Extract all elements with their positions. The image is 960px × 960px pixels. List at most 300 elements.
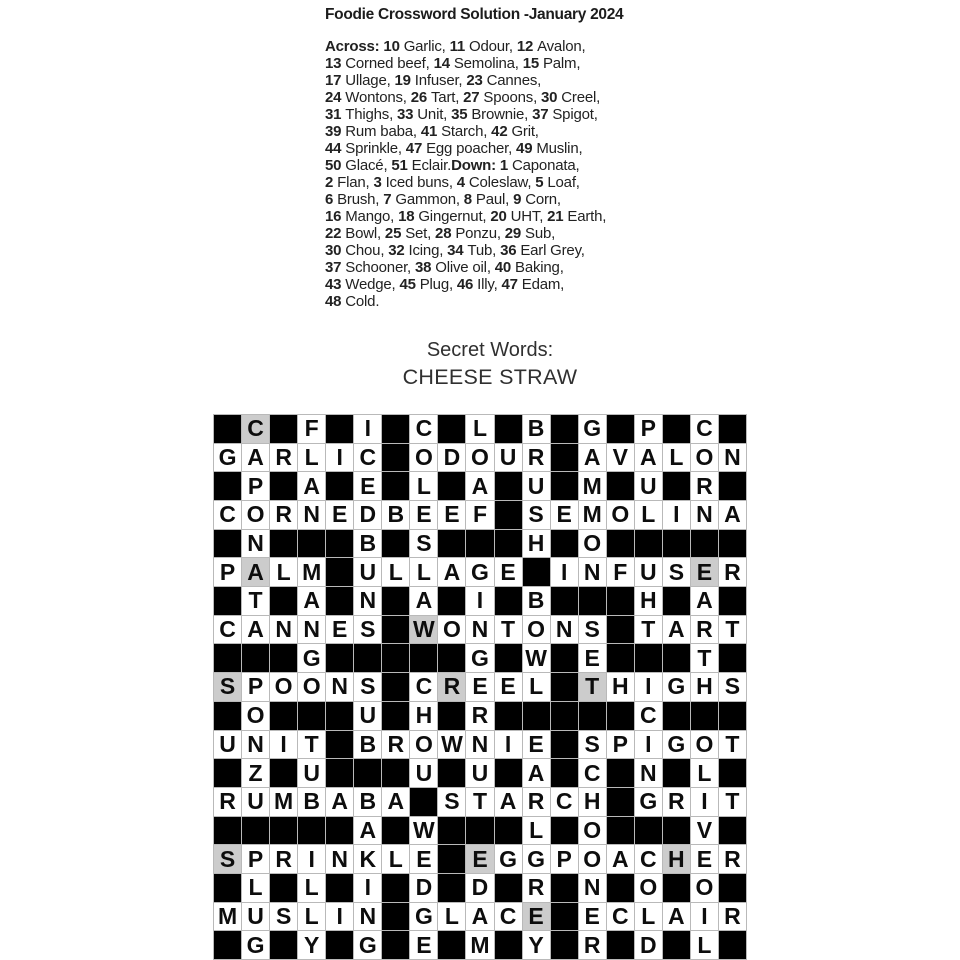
letter-cell: U [495,444,522,472]
letter-cell: N [298,501,325,529]
letter-cell: U [242,903,269,931]
letter-cell: C [579,759,606,787]
letter-cell: R [214,788,241,816]
black-cell [438,874,465,902]
black-cell [438,845,465,873]
black-cell [270,931,297,959]
black-cell [438,587,465,615]
letter-cell: A [298,472,325,500]
black-cell [410,644,437,672]
letter-cell: R [691,616,718,644]
letter-cell: L [410,558,437,586]
black-cell [466,817,493,845]
letter-cell: F [607,558,634,586]
black-cell [270,530,297,558]
black-cell [551,759,578,787]
black-cell [607,644,634,672]
letter-cell: R [719,903,746,931]
black-cell [719,759,746,787]
letter-cell: B [382,501,409,529]
letter-cell: B [298,788,325,816]
black-cell [242,644,269,672]
letter-cell: M [214,903,241,931]
secret-letter-cell: E [466,845,493,873]
black-cell [719,644,746,672]
black-cell [719,587,746,615]
letter-cell: B [354,731,381,759]
clue-line: 16 Mango, 18 Gingernut, 20 UHT, 21 Earth, [325,208,607,225]
black-cell [523,702,550,730]
letter-cell: G [466,558,493,586]
black-cell [663,702,690,730]
letter-cell: E [495,673,522,701]
letter-cell: E [354,472,381,500]
letter-cell: S [410,530,437,558]
black-cell [607,530,634,558]
letter-cell: R [691,472,718,500]
letter-cell: I [691,903,718,931]
black-cell [270,874,297,902]
letter-cell: A [466,472,493,500]
black-cell [326,644,353,672]
black-cell [270,587,297,615]
black-cell [495,759,522,787]
clue-line: 2 Flan, 3 Iced buns, 4 Coleslaw, 5 Loaf, [325,174,580,191]
black-cell [495,874,522,902]
letter-cell: E [691,845,718,873]
letter-cell: R [579,931,606,959]
letter-cell: U [354,558,381,586]
letter-cell: R [523,788,550,816]
letter-cell: N [326,673,353,701]
secret-letter-cell: A [242,558,269,586]
letter-cell: C [551,788,578,816]
letter-cell: P [635,415,662,443]
secret-letter-cell: S [214,845,241,873]
black-cell [382,874,409,902]
black-cell [382,702,409,730]
secret-letter-cell: R [438,673,465,701]
letter-cell: P [242,472,269,500]
black-cell [382,530,409,558]
letter-cell: G [466,644,493,672]
black-cell [719,931,746,959]
letter-cell: E [410,931,437,959]
letter-cell: L [410,472,437,500]
letter-cell: H [579,788,606,816]
letter-cell: A [242,444,269,472]
letter-cell: S [438,788,465,816]
letter-cell: E [579,644,606,672]
letter-cell: I [635,673,662,701]
black-cell [214,530,241,558]
letter-cell: U [523,472,550,500]
black-cell [270,415,297,443]
letter-cell: L [298,903,325,931]
letter-cell: I [495,731,522,759]
clue-line: 39 Rum baba, 41 Starch, 42 Grit, [325,123,539,140]
crossword-grid [213,414,747,960]
black-cell [214,472,241,500]
black-cell [326,759,353,787]
black-cell [551,444,578,472]
letter-cell: G [635,788,662,816]
letter-cell: L [691,931,718,959]
black-cell [551,530,578,558]
black-cell [382,644,409,672]
letter-cell: S [663,558,690,586]
letter-cell: N [551,616,578,644]
black-cell [719,702,746,730]
letter-cell: A [635,444,662,472]
letter-cell: T [635,616,662,644]
letter-cell: L [298,444,325,472]
black-cell [579,702,606,730]
letter-cell: C [635,845,662,873]
black-cell [214,587,241,615]
letter-cell: B [523,587,550,615]
letter-cell: O [607,501,634,529]
letter-cell: I [551,558,578,586]
letter-cell: O [242,702,269,730]
black-cell [438,472,465,500]
black-cell [298,530,325,558]
letter-cell: B [523,415,550,443]
letter-cell: G [523,845,550,873]
letter-cell: E [410,845,437,873]
letter-cell: R [523,444,550,472]
letter-cell: O [410,444,437,472]
clue-line: 24 Wontons, 26 Tart, 27 Spoons, 30 Creel, [325,89,601,106]
letter-cell: H [607,673,634,701]
black-cell [214,644,241,672]
letter-cell: O [242,501,269,529]
letter-cell: A [298,587,325,615]
letter-cell: T [691,644,718,672]
black-cell [607,702,634,730]
letter-cell: R [663,788,690,816]
letter-cell: I [354,874,381,902]
letter-cell: I [326,444,353,472]
secret-letter-cell: H [663,845,690,873]
black-cell [326,702,353,730]
black-cell [663,874,690,902]
letter-cell: I [270,731,297,759]
letter-cell: S [579,616,606,644]
letter-cell: N [354,587,381,615]
letter-cell: S [354,616,381,644]
letter-cell: E [523,731,550,759]
letter-cell: L [523,817,550,845]
black-cell [607,587,634,615]
letter-cell: A [719,501,746,529]
black-cell [270,817,297,845]
secret-letter-cell: S [214,673,241,701]
letter-cell: U [298,759,325,787]
letter-cell: L [691,759,718,787]
black-cell [382,587,409,615]
clue-line: 37 Schooner, 38 Olive oil, 40 Baking, [325,259,564,276]
letter-cell: G [495,845,522,873]
letter-cell: I [466,587,493,615]
black-cell [438,817,465,845]
letter-cell: A [410,587,437,615]
letter-cell: H [691,673,718,701]
letter-cell: C [214,616,241,644]
letter-cell: N [579,558,606,586]
letter-cell: O [298,673,325,701]
letter-cell: R [719,558,746,586]
letter-cell: C [495,903,522,931]
black-cell [523,558,550,586]
letter-cell: S [579,731,606,759]
black-cell [663,817,690,845]
black-cell [438,759,465,787]
black-cell [719,415,746,443]
letter-cell: D [635,931,662,959]
letter-cell: M [579,501,606,529]
clue-line: 13 Corned beef, 14 Semolina, 15 Palm, [325,55,581,72]
letter-cell: S [270,903,297,931]
letter-cell: M [298,558,325,586]
letter-cell: G [579,415,606,443]
black-cell [298,702,325,730]
black-cell [551,874,578,902]
letter-cell: O [410,731,437,759]
letter-cell: H [635,587,662,615]
letter-cell: C [214,501,241,529]
letter-cell: D [354,501,381,529]
letter-cell: A [663,903,690,931]
letter-cell: O [579,817,606,845]
letter-cell: N [270,616,297,644]
secret-letter-cell: E [523,903,550,931]
secret-letter-cell: T [579,673,606,701]
letter-cell: G [214,444,241,472]
black-cell [354,759,381,787]
black-cell [438,415,465,443]
black-cell [551,817,578,845]
clue-line: 44 Sprinkle, 47 Egg poacher, 49 Muslin, [325,140,583,157]
letter-cell: K [354,845,381,873]
letter-cell: P [242,845,269,873]
letter-cell: E [438,501,465,529]
clue-line: 6 Brush, 7 Gammon, 8 Paul, 9 Corn, [325,191,561,208]
letter-cell: N [326,845,353,873]
letter-cell: I [326,903,353,931]
letter-cell: D [410,874,437,902]
letter-cell: T [719,731,746,759]
black-cell [270,759,297,787]
black-cell [326,817,353,845]
black-cell [635,817,662,845]
letter-cell: N [466,731,493,759]
letter-cell: G [663,673,690,701]
black-cell [438,702,465,730]
letter-cell: D [438,444,465,472]
black-cell [382,415,409,443]
black-cell [382,444,409,472]
letter-cell: N [242,731,269,759]
black-cell [382,903,409,931]
letter-cell: L [438,903,465,931]
black-cell [410,788,437,816]
letter-cell: W [438,731,465,759]
black-cell [382,759,409,787]
letter-cell: O [691,874,718,902]
letter-cell: A [495,788,522,816]
letter-cell: L [523,673,550,701]
letter-cell: T [242,587,269,615]
black-cell [607,931,634,959]
letter-cell: H [410,702,437,730]
letter-cell: U [354,702,381,730]
letter-cell: D [466,874,493,902]
letter-cell: B [354,530,381,558]
black-cell [719,874,746,902]
letter-cell: T [298,731,325,759]
black-cell [270,472,297,500]
black-cell [214,759,241,787]
black-cell [551,415,578,443]
letter-cell: G [410,903,437,931]
letter-cell: A [382,788,409,816]
letter-cell: L [382,558,409,586]
letter-cell: L [298,874,325,902]
letter-cell: A [523,759,550,787]
black-cell [382,472,409,500]
letter-cell: C [410,415,437,443]
letter-cell: V [691,817,718,845]
letter-cell: N [354,903,381,931]
black-cell [635,530,662,558]
black-cell [607,616,634,644]
clue-line: 17 Ullage, 19 Infuser, 23 Cannes, [325,72,542,89]
letter-cell: B [354,788,381,816]
clue-line: 48 Cold. [325,293,380,310]
solution-clues-block [325,38,606,310]
black-cell [242,817,269,845]
black-cell [495,931,522,959]
letter-cell: I [691,788,718,816]
letter-cell: N [719,444,746,472]
letter-cell: T [719,616,746,644]
black-cell [607,759,634,787]
letter-cell: Y [523,931,550,959]
letter-cell: M [466,931,493,959]
letter-cell: R [523,874,550,902]
black-cell [663,931,690,959]
letter-cell: F [298,415,325,443]
letter-cell: O [579,845,606,873]
letter-cell: C [691,415,718,443]
letter-cell: A [579,444,606,472]
letter-cell: E [466,673,493,701]
letter-cell: W [523,644,550,672]
letter-cell: A [607,845,634,873]
letter-cell: R [270,501,297,529]
black-cell [214,874,241,902]
black-cell [551,472,578,500]
letter-cell: N [466,616,493,644]
letter-cell: O [438,616,465,644]
black-cell [495,472,522,500]
black-cell [214,415,241,443]
letter-cell: E [495,558,522,586]
black-cell [691,530,718,558]
letter-cell: L [242,874,269,902]
letter-cell: O [466,444,493,472]
black-cell [551,644,578,672]
black-cell [466,530,493,558]
black-cell [663,644,690,672]
letter-cell: C [354,444,381,472]
letter-cell: G [354,931,381,959]
clue-line: Across: 10 Garlic, 11 Odour, 12 Avalon, [325,38,586,55]
black-cell [270,644,297,672]
letter-cell: S [354,673,381,701]
letter-cell: N [242,530,269,558]
letter-cell: P [242,673,269,701]
letter-cell: E [410,501,437,529]
letter-cell: L [270,558,297,586]
letter-cell: O [270,673,297,701]
black-cell [607,874,634,902]
letter-cell: Z [242,759,269,787]
secret-letter-cell: E [691,558,718,586]
letter-cell: N [635,759,662,787]
black-cell [214,817,241,845]
letter-cell: A [438,558,465,586]
black-cell [579,587,606,615]
letter-cell: A [326,788,353,816]
letter-cell: R [270,444,297,472]
black-cell [551,731,578,759]
letter-cell: L [382,845,409,873]
letter-cell: U [635,472,662,500]
letter-cell: I [663,501,690,529]
letter-cell: L [466,415,493,443]
letter-cell: T [719,788,746,816]
letter-cell: V [607,444,634,472]
clue-line: 31 Thighs, 33 Unit, 35 Brownie, 37 Spigot, [325,106,598,123]
secret-words [0,337,960,391]
letter-cell: T [466,788,493,816]
letter-cell: E [326,501,353,529]
black-cell [663,530,690,558]
letter-cell: E [326,616,353,644]
letter-cell: T [495,616,522,644]
letter-cell: P [551,845,578,873]
clue-line: 50 Glacé, 51 Eclair.Down: 1 Caponata, [325,157,580,174]
black-cell [551,673,578,701]
letter-cell: I [298,845,325,873]
black-cell [551,931,578,959]
letter-cell: R [382,731,409,759]
letter-cell: U [410,759,437,787]
letter-cell: S [719,673,746,701]
black-cell [663,472,690,500]
letter-cell: R [270,845,297,873]
black-cell [326,472,353,500]
letter-cell: A [691,587,718,615]
secret-letter-cell: C [242,415,269,443]
clue-line: 30 Chou, 32 Icing, 34 Tub, 36 Earl Grey, [325,242,585,259]
letter-cell: C [607,903,634,931]
black-cell [551,903,578,931]
clue-line: 43 Wedge, 45 Plug, 46 Illy, 47 Edam, [325,276,565,293]
black-cell [495,587,522,615]
